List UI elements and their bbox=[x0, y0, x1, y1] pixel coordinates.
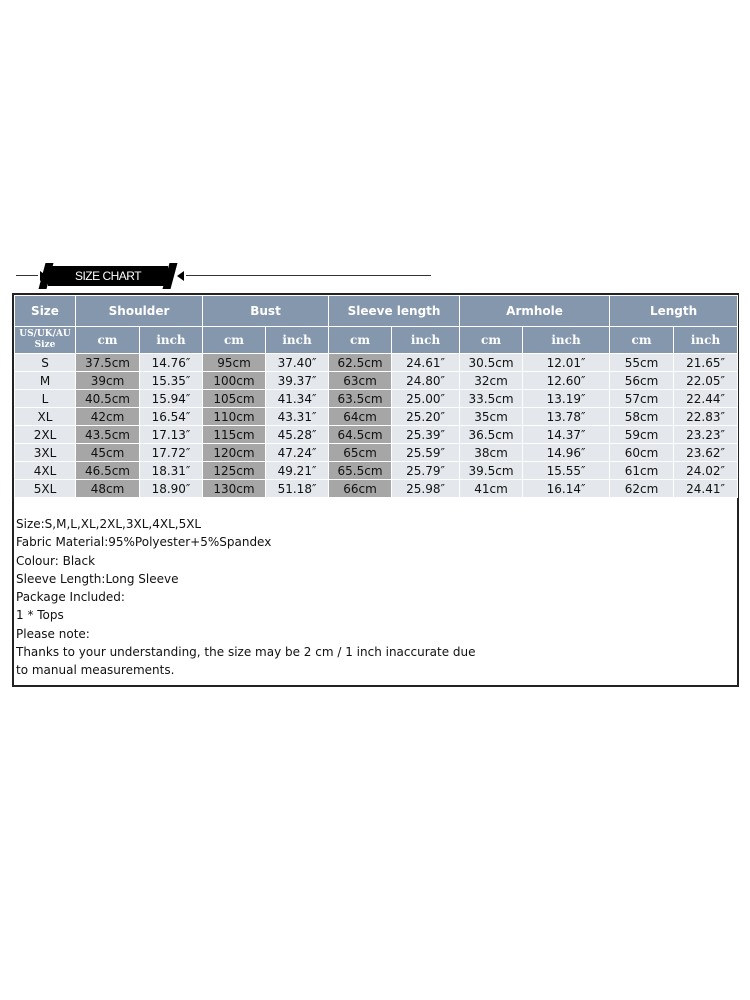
cell-sleeve-cm: 62.5cm bbox=[329, 354, 392, 372]
header-bust: Bust bbox=[203, 296, 329, 327]
cell-bust-cm: 130cm bbox=[203, 480, 266, 498]
cell-length-cm: 59cm bbox=[610, 426, 674, 444]
note-line: to manual measurements. bbox=[16, 663, 175, 678]
cell-sleeve-cm: 66cm bbox=[329, 480, 392, 498]
size-chart-banner bbox=[14, 263, 444, 291]
table-row bbox=[15, 480, 738, 498]
cell-bust-cm: 95cm bbox=[203, 354, 266, 372]
unit-inch: inch bbox=[140, 327, 203, 354]
cell-shoulder-inch: 17.72″ bbox=[140, 444, 203, 462]
unit-cm: cm bbox=[610, 327, 674, 354]
cell-length-inch: 22.05″ bbox=[674, 372, 738, 390]
size-table bbox=[14, 295, 738, 498]
cell-length-cm: 60cm bbox=[610, 444, 674, 462]
table-group-header-row bbox=[15, 296, 738, 327]
cell-size: L bbox=[15, 390, 76, 408]
cell-armhole-cm: 36.5cm bbox=[460, 426, 523, 444]
size-chart-box bbox=[12, 293, 739, 687]
table-row bbox=[15, 408, 738, 426]
unit-cm: cm bbox=[329, 327, 392, 354]
cell-bust-cm: 120cm bbox=[203, 444, 266, 462]
cell-length-inch: 24.41″ bbox=[674, 480, 738, 498]
cell-length-cm: 62cm bbox=[610, 480, 674, 498]
cell-shoulder-inch: 17.13″ bbox=[140, 426, 203, 444]
table-unit-header-row bbox=[15, 327, 738, 354]
cell-bust-inch: 49.21″ bbox=[266, 462, 329, 480]
cell-bust-cm: 110cm bbox=[203, 408, 266, 426]
note-line: Colour: Black bbox=[16, 553, 96, 568]
unit-cm: cm bbox=[76, 327, 140, 354]
cell-sleeve-inch: 25.20″ bbox=[392, 408, 460, 426]
cell-armhole-inch: 13.78″ bbox=[523, 408, 610, 426]
cell-armhole-inch: 12.01″ bbox=[523, 354, 610, 372]
cell-sleeve-inch: 25.00″ bbox=[392, 390, 460, 408]
cell-armhole-inch: 15.55″ bbox=[523, 462, 610, 480]
cell-sleeve-cm: 65cm bbox=[329, 444, 392, 462]
cell-shoulder-inch: 16.54″ bbox=[140, 408, 203, 426]
cell-length-inch: 22.44″ bbox=[674, 390, 738, 408]
cell-armhole-cm: 41cm bbox=[460, 480, 523, 498]
cell-armhole-cm: 35cm bbox=[460, 408, 523, 426]
cell-size: 5XL bbox=[15, 480, 76, 498]
cell-bust-cm: 115cm bbox=[203, 426, 266, 444]
unit-cm: cm bbox=[203, 327, 266, 354]
note-line: Thanks to your understanding, the size may be 2 cm / 1 inch inaccurate due bbox=[16, 645, 476, 660]
cell-armhole-inch: 12.60″ bbox=[523, 372, 610, 390]
banner-right-rule bbox=[186, 275, 431, 276]
cell-length-cm: 58cm bbox=[610, 408, 674, 426]
cell-bust-cm: 125cm bbox=[203, 462, 266, 480]
unit-inch: inch bbox=[523, 327, 610, 354]
cell-shoulder-cm: 45cm bbox=[76, 444, 140, 462]
cell-length-inch: 23.23″ bbox=[674, 426, 738, 444]
size-table-body bbox=[15, 354, 738, 498]
cell-bust-cm: 105cm bbox=[203, 390, 266, 408]
cell-armhole-cm: 39.5cm bbox=[460, 462, 523, 480]
cell-sleeve-inch: 25.59″ bbox=[392, 444, 460, 462]
cell-bust-inch: 41.34″ bbox=[266, 390, 329, 408]
header-size: Size bbox=[15, 296, 76, 327]
cell-shoulder-cm: 48cm bbox=[76, 480, 140, 498]
cell-length-inch: 23.62″ bbox=[674, 444, 738, 462]
header-sleeve-length: Sleeve length bbox=[329, 296, 460, 327]
cell-shoulder-cm: 46.5cm bbox=[76, 462, 140, 480]
cell-armhole-inch: 14.37″ bbox=[523, 426, 610, 444]
cell-armhole-cm: 32cm bbox=[460, 372, 523, 390]
cell-shoulder-cm: 40.5cm bbox=[76, 390, 140, 408]
cell-armhole-cm: 30.5cm bbox=[460, 354, 523, 372]
cell-sleeve-cm: 63cm bbox=[329, 372, 392, 390]
cell-bust-inch: 39.37″ bbox=[266, 372, 329, 390]
cell-sleeve-cm: 64cm bbox=[329, 408, 392, 426]
cell-sleeve-cm: 65.5cm bbox=[329, 462, 392, 480]
table-row bbox=[15, 444, 738, 462]
cell-shoulder-inch: 15.35″ bbox=[140, 372, 203, 390]
header-shoulder: Shoulder bbox=[76, 296, 203, 327]
note-line: Please note: bbox=[16, 626, 90, 641]
banner-left-rule bbox=[16, 275, 38, 276]
cell-size: 2XL bbox=[15, 426, 76, 444]
cell-sleeve-inch: 25.98″ bbox=[392, 480, 460, 498]
cell-shoulder-cm: 42cm bbox=[76, 408, 140, 426]
cell-length-cm: 57cm bbox=[610, 390, 674, 408]
cell-shoulder-inch: 18.90″ bbox=[140, 480, 203, 498]
note-line: Package Included: bbox=[16, 590, 125, 605]
note-line: Sleeve Length:Long Sleeve bbox=[16, 571, 179, 586]
cell-length-inch: 24.02″ bbox=[674, 462, 738, 480]
cell-sleeve-cm: 63.5cm bbox=[329, 390, 392, 408]
note-line: Size:S,M,L,XL,2XL,3XL,4XL,5XL bbox=[16, 517, 202, 531]
cell-sleeve-inch: 25.79″ bbox=[392, 462, 460, 480]
cell-sleeve-cm: 64.5cm bbox=[329, 426, 392, 444]
cell-bust-inch: 45.28″ bbox=[266, 426, 329, 444]
cell-shoulder-cm: 37.5cm bbox=[76, 354, 140, 372]
cell-length-inch: 22.83″ bbox=[674, 408, 738, 426]
cell-sleeve-inch: 24.80″ bbox=[392, 372, 460, 390]
cell-shoulder-cm: 43.5cm bbox=[76, 426, 140, 444]
table-row bbox=[15, 462, 738, 480]
unit-inch: inch bbox=[392, 327, 460, 354]
cell-sleeve-inch: 25.39″ bbox=[392, 426, 460, 444]
banner-right-arrow bbox=[177, 271, 184, 281]
cell-shoulder-inch: 18.31″ bbox=[140, 462, 203, 480]
cell-length-inch: 21.65″ bbox=[674, 354, 738, 372]
table-row bbox=[15, 426, 738, 444]
cell-shoulder-inch: 14.76″ bbox=[140, 354, 203, 372]
cell-bust-inch: 51.18″ bbox=[266, 480, 329, 498]
cell-armhole-cm: 38cm bbox=[460, 444, 523, 462]
banner-title: SIZE CHART bbox=[74, 269, 142, 283]
cell-armhole-cm: 33.5cm bbox=[460, 390, 523, 408]
cell-bust-inch: 43.31″ bbox=[266, 408, 329, 426]
cell-length-cm: 56cm bbox=[610, 372, 674, 390]
cell-size: 3XL bbox=[15, 444, 76, 462]
cell-length-cm: 55cm bbox=[610, 354, 674, 372]
cell-armhole-inch: 16.14″ bbox=[523, 480, 610, 498]
note-line: 1 * Tops bbox=[16, 608, 64, 623]
cell-armhole-inch: 13.19″ bbox=[523, 390, 610, 408]
cell-length-cm: 61cm bbox=[610, 462, 674, 480]
header-size-region: US/UK/AU Size bbox=[15, 327, 76, 354]
note-line: Fabric Material:95%Polyester+5%Spandex bbox=[16, 535, 272, 550]
cell-shoulder-inch: 15.94″ bbox=[140, 390, 203, 408]
cell-armhole-inch: 14.96″ bbox=[523, 444, 610, 462]
cell-bust-inch: 37.40″ bbox=[266, 354, 329, 372]
header-armhole: Armhole bbox=[460, 296, 610, 327]
cell-size: S bbox=[15, 354, 76, 372]
header-length: Length bbox=[610, 296, 738, 327]
cell-size: 4XL bbox=[15, 462, 76, 480]
cell-bust-inch: 47.24″ bbox=[266, 444, 329, 462]
table-row bbox=[15, 372, 738, 390]
unit-cm: cm bbox=[460, 327, 523, 354]
unit-inch: inch bbox=[674, 327, 738, 354]
table-row bbox=[15, 390, 738, 408]
cell-bust-cm: 100cm bbox=[203, 372, 266, 390]
cell-shoulder-cm: 39cm bbox=[76, 372, 140, 390]
banner-ribbon bbox=[48, 266, 168, 286]
cell-size: M bbox=[15, 372, 76, 390]
product-notes bbox=[16, 515, 726, 680]
table-row bbox=[15, 354, 738, 372]
cell-sleeve-inch: 24.61″ bbox=[392, 354, 460, 372]
cell-size: XL bbox=[15, 408, 76, 426]
unit-inch: inch bbox=[266, 327, 329, 354]
